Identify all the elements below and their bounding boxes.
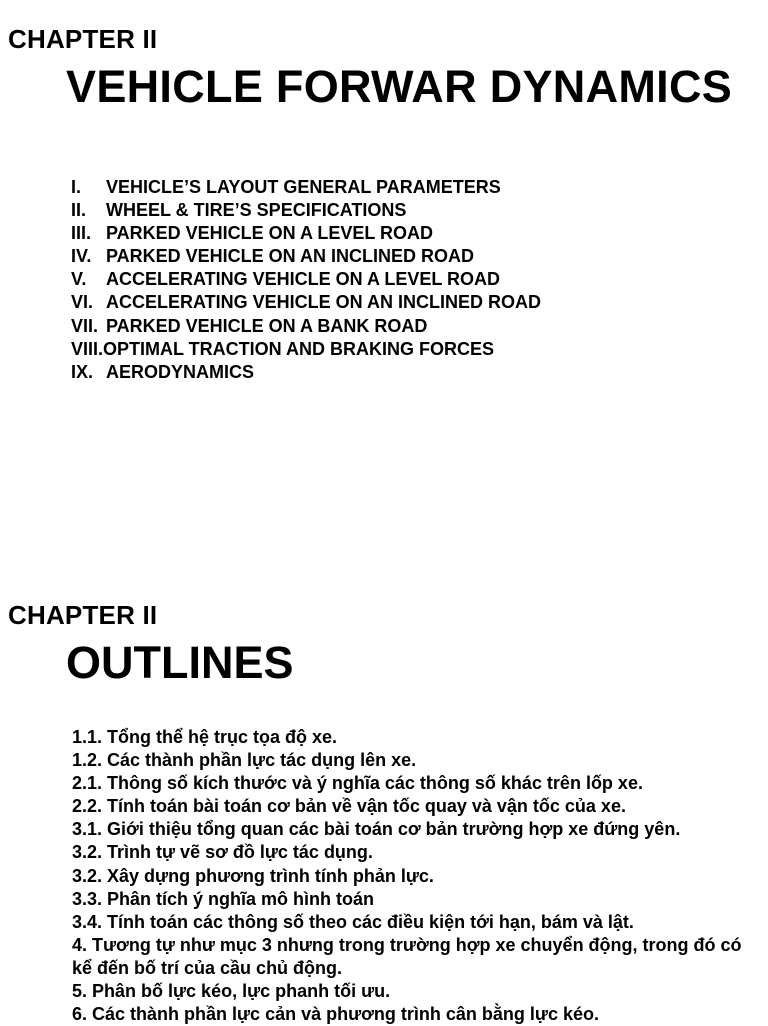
slide-outlines xyxy=(0,576,768,1024)
item-number: I. xyxy=(71,177,82,197)
item-text: WHEEL & TIRE’S SPECIFICATIONS xyxy=(106,200,407,221)
item-number: VIII. xyxy=(71,338,104,359)
item-number: V. xyxy=(71,269,87,290)
outline-item: 5. Phân bố lực kéo, lực phanh tối ưu. xyxy=(72,981,391,1002)
item-number: VI. xyxy=(71,292,94,313)
item-text: PARKED VEHICLE ON AN INCLINED ROAD xyxy=(106,246,475,267)
item-number: IV. xyxy=(71,246,92,267)
contents-item xyxy=(71,176,541,199)
outline-item: 2.1. Thông số kích thước và ý nghĩa các thông số khác trên lốp xe. xyxy=(72,773,643,794)
outline-item: 3.4. Tính toán các thông số theo các điều kiện tới hạn, bám và lật. xyxy=(72,911,634,932)
contents-item xyxy=(71,245,541,268)
outline-item: 1.1. Tổng thể hệ trục tọa độ xe. xyxy=(72,727,338,747)
item-number: IX. xyxy=(71,361,94,382)
contents-item xyxy=(71,199,541,222)
contents-item xyxy=(71,222,541,245)
item-text: PARKED VEHICLE ON A BANK ROAD xyxy=(106,315,428,336)
outline-list xyxy=(72,726,752,1026)
contents-item xyxy=(71,291,541,314)
contents-list xyxy=(71,176,541,384)
outline-item: 3.2. Xây dựng phương trình tính phản lực. xyxy=(72,865,434,886)
slide-title: OUTLINES xyxy=(66,637,294,688)
contents-item xyxy=(71,361,541,384)
outline-item: 4. Tương tự như mục 3 nhưng trong trường hợp xe chuyển động, trong đó có kể đến bố trí của cầu chủ động. xyxy=(72,934,742,978)
item-text: VEHICLE’S LAYOUT GENERAL PARAMETERS xyxy=(106,177,501,197)
item-text: OPTIMAL TRACTION AND BRAKING FORCES xyxy=(103,338,495,359)
outline-item: 3.3. Phân tích ý nghĩa mô hình toán xyxy=(72,888,375,909)
item-text: PARKED VEHICLE ON A LEVEL ROAD xyxy=(106,223,434,244)
contents-item xyxy=(71,315,541,338)
chapter-label: CHAPTER II xyxy=(8,600,158,630)
contents-item xyxy=(71,338,541,361)
item-number: III. xyxy=(71,223,92,244)
outline-item: 1.2. Các thành phần lực tác dụng lên xe. xyxy=(72,750,417,771)
item-text: AERODYNAMICS xyxy=(106,361,255,382)
chapter-label: CHAPTER II xyxy=(8,24,158,54)
outline-item: 2.2. Tính toán bài toán cơ bản về vận tốc quay và vận tốc của xe. xyxy=(72,796,626,817)
outline-item: 3.1. Giới thiệu tổng quan các bài toán cơ bản trường hợp xe đứng yên. xyxy=(72,819,681,840)
outline-item: 6. Các thành phần lực cản và phương trình cân bằng lực kéo. xyxy=(72,1004,599,1025)
item-number: II. xyxy=(71,200,87,221)
item-text: ACCELERATING VEHICLE ON A LEVEL ROAD xyxy=(106,269,501,290)
outline-item: 3.2. Trình tự vẽ sơ đồ lực tác dụng. xyxy=(72,842,373,863)
item-number: VII. xyxy=(71,315,99,336)
slide-title: VEHICLE FORWAR DYNAMICS xyxy=(66,61,733,112)
contents-item xyxy=(71,268,541,291)
item-text: ACCELERATING VEHICLE ON AN INCLINED ROAD xyxy=(106,292,542,313)
